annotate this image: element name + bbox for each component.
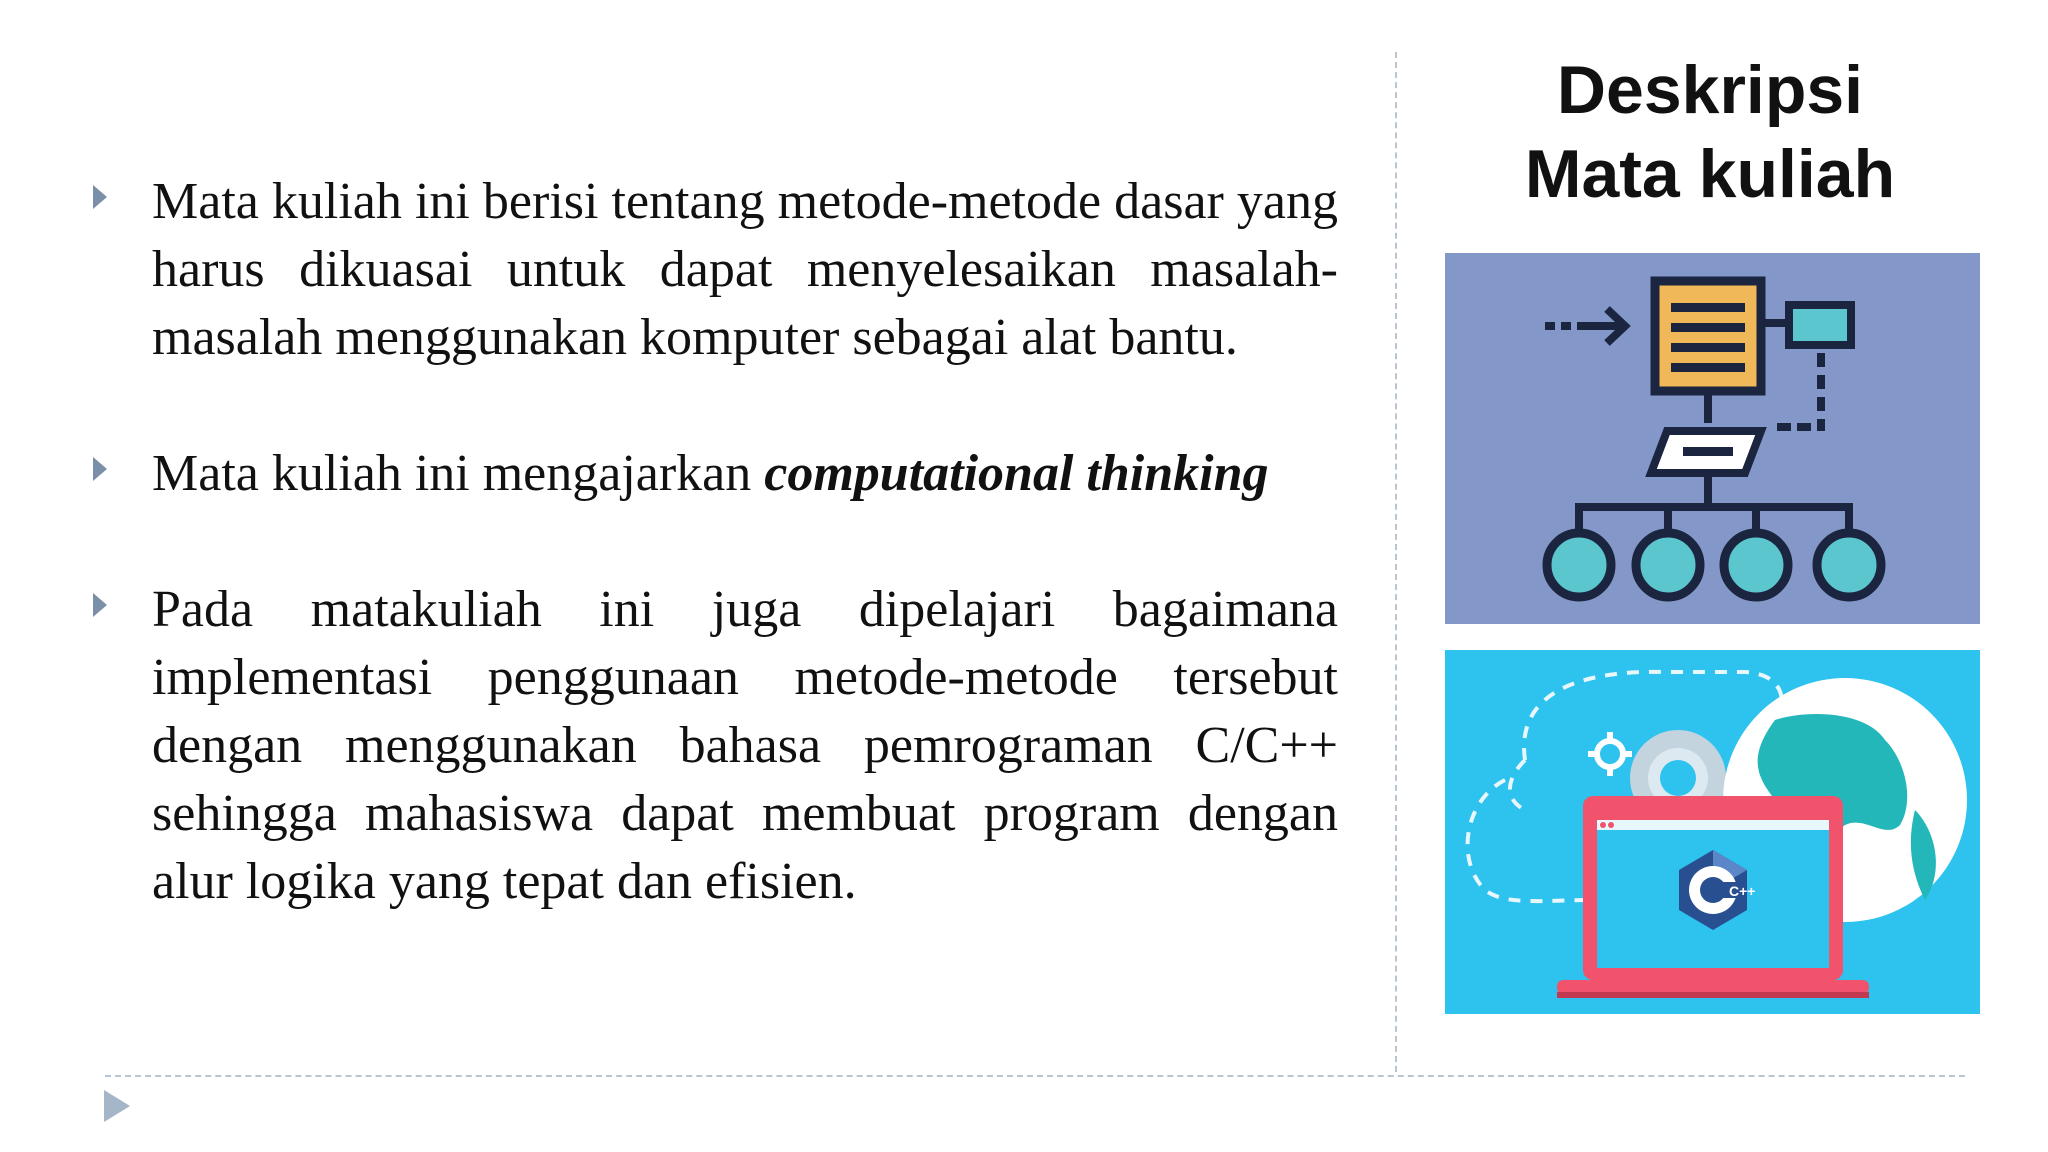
- horizontal-divider: [105, 1075, 1965, 1077]
- slide-title: [1430, 48, 1990, 216]
- input-arrow-icon: [1545, 309, 1625, 343]
- cpp-logo-text: C++: [1729, 883, 1756, 899]
- bullet-marker-icon: [93, 457, 107, 481]
- bullet-item-1: [88, 168, 1338, 372]
- bullet-text-3: Pada matakuliah ini juga dipelajari bagaimana implementasi penggunaan metode-metode tersebut dengan menggunakan bahasa pemrograman C/C++ sehingga mahasiswa dapat membuat program dengan alur logika yang tepat dan efisien.: [152, 581, 1338, 910]
- bullet-marker-icon: [93, 185, 107, 209]
- bullet-text-2: [152, 440, 1338, 508]
- corner-arrow-icon: [104, 1090, 130, 1122]
- flowchart-diagram-icon: [1445, 253, 1980, 624]
- bullet-list: [88, 168, 1338, 984]
- input-output-icon: [1651, 431, 1761, 473]
- bullet-text-2-plain: Mata kuliah ini mengajarkan: [152, 445, 752, 502]
- document-icon: [1655, 281, 1761, 391]
- node-circles: [1547, 533, 1881, 597]
- gear-icon: [1588, 732, 1632, 776]
- bullet-item-3: [88, 576, 1338, 916]
- monitor-icon: [1761, 305, 1851, 431]
- cpp-laptop-illustration: [1445, 650, 1980, 1014]
- title-line-1: Deskripsi: [1556, 52, 1864, 128]
- bullet-text-1: Mata kuliah ini berisi tentang metode-metode dasar yang harus dikuasai untuk dapat menyelesaikan masalah-masalah menggunakan komputer sebagai alat bantu.: [152, 173, 1338, 366]
- vertical-divider: [1395, 52, 1397, 1072]
- bullet-text-2-emphasis: computational thinking: [764, 445, 1269, 502]
- bullet-item-2: [88, 440, 1338, 508]
- bullet-marker-icon: [93, 593, 107, 617]
- title-line-2: Mata kuliah: [1524, 136, 1896, 212]
